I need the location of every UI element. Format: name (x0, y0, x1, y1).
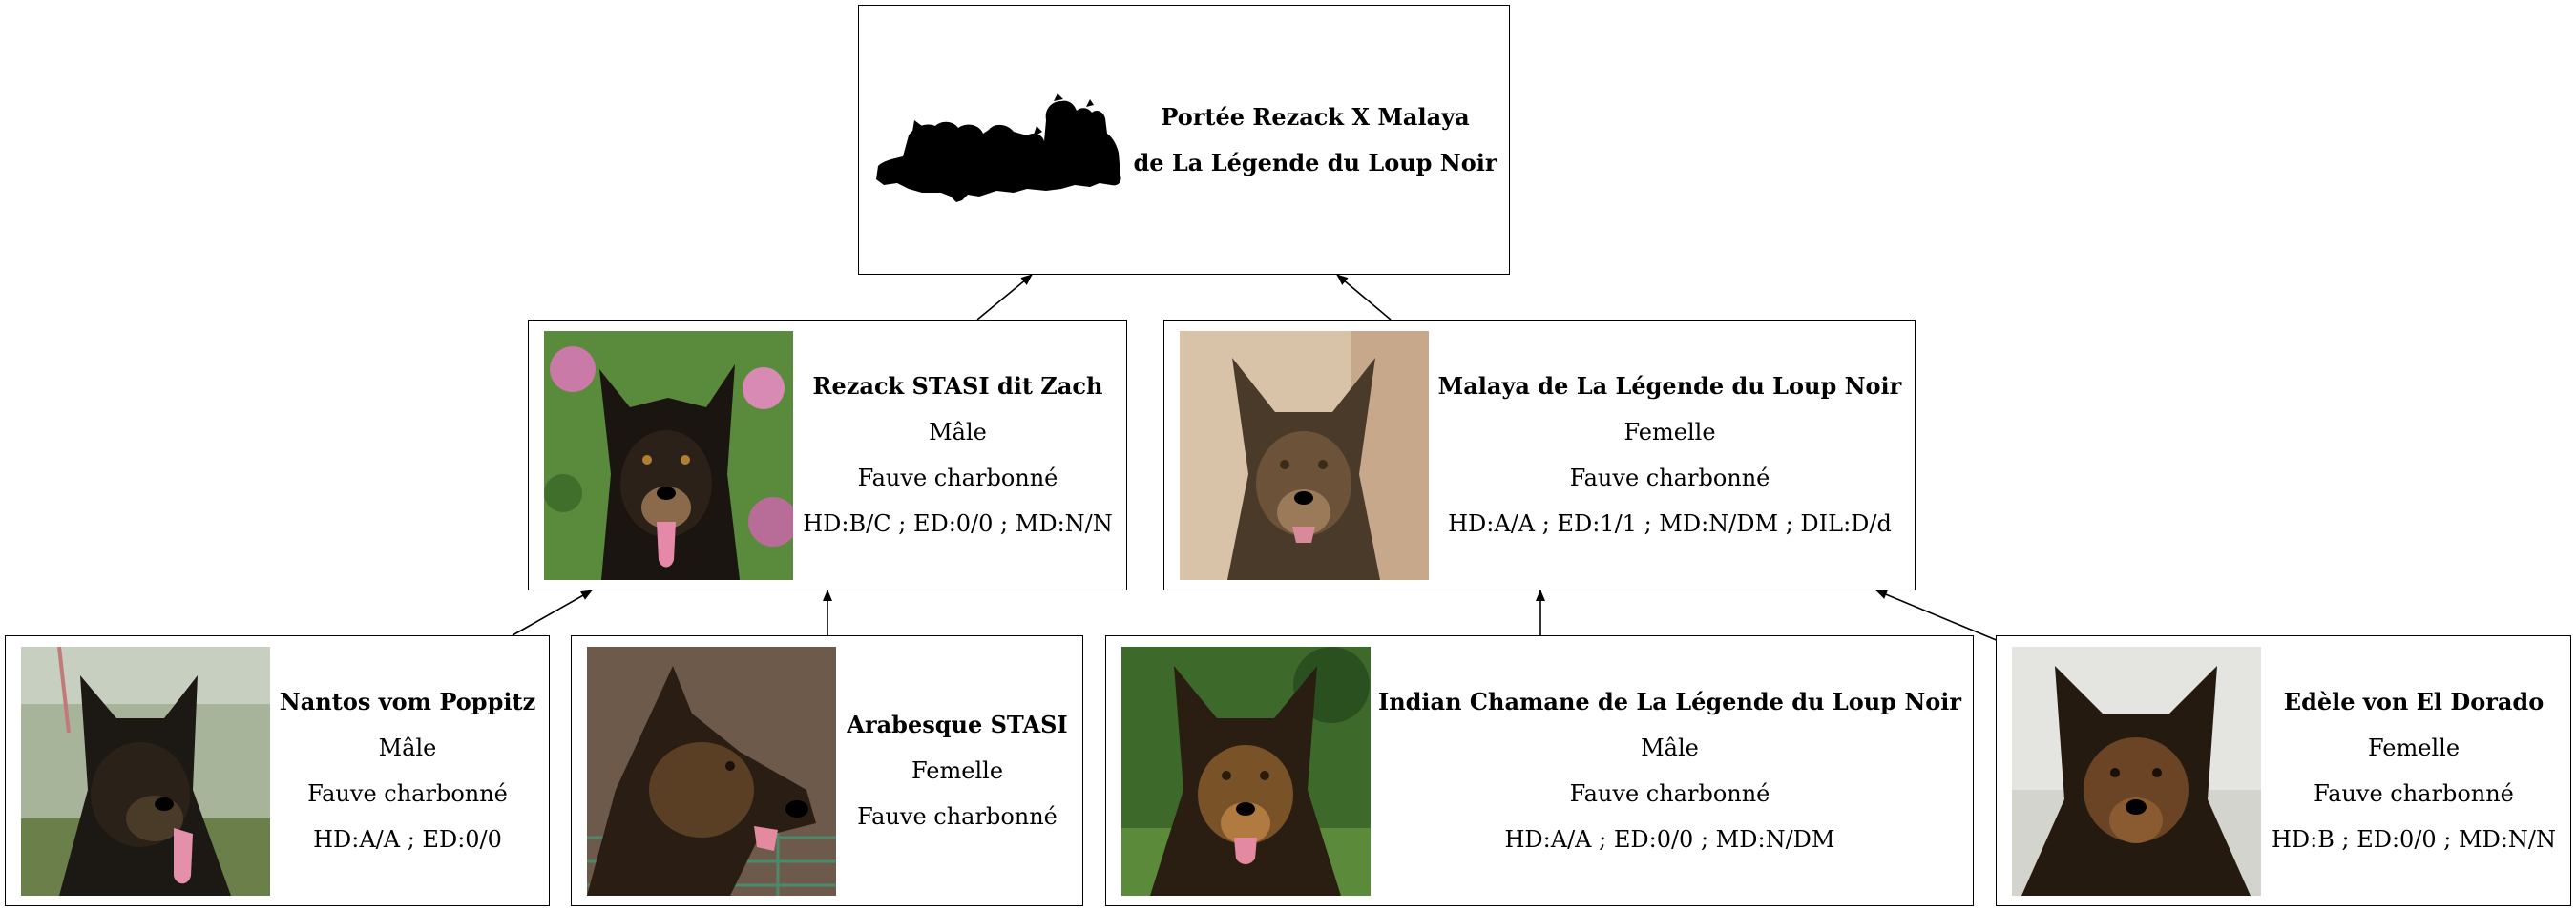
maternal-grandfather-photo (1121, 647, 1371, 896)
maternal-grandfather-color: Fauve charbonné (1569, 780, 1770, 807)
paternal-grandmother-node (571, 635, 1083, 906)
maternal-grandmother-info (2263, 636, 2565, 905)
father-color: Fauve charbonné (857, 465, 1058, 491)
maternal-grandfather-node (1105, 635, 1974, 906)
paternal-grandmother-photo (587, 647, 836, 896)
father-photo (544, 331, 793, 580)
maternal-grandmother-color: Fauve charbonné (2314, 780, 2514, 807)
dog-litter-silhouette-icon (874, 93, 1124, 206)
father-info (795, 321, 1120, 590)
mother-photo (1180, 331, 1429, 580)
paternal-grandmother-sex: Femelle (911, 757, 1004, 784)
mother-color: Fauve charbonné (1569, 465, 1770, 491)
paternal-grandmother-name: Arabesque STASI (847, 711, 1068, 738)
father-name: Rezack STASI dit Zach (812, 372, 1103, 400)
german-shepherd-on-leash-photo-icon (21, 647, 270, 896)
paternal-grandfather-photo (21, 647, 270, 896)
sable-german-shepherd-photo-icon (1180, 331, 1429, 580)
paternal-grandfather-sex: Mâle (378, 735, 437, 761)
father-health: HD:B/C ; ED:0/0 ; MD:N/N (803, 510, 1113, 537)
father-sex: Mâle (929, 419, 987, 445)
black-german-shepherd-photo-icon (544, 331, 793, 580)
paternal-grandmother-color: Fauve charbonné (857, 803, 1058, 830)
maternal-grandfather-health: HD:A/A ; ED:0/0 ; MD:N/DM (1504, 826, 1835, 853)
litter-title-line1: Portée Rezack X Malaya (1161, 102, 1470, 131)
maternal-grandfather-name: Indian Chamane de La Légende du Loup Noir (1377, 688, 1962, 715)
paternal-grandfather-node (5, 635, 550, 906)
paternal-grandmother-info (838, 636, 1077, 905)
litter-title (1131, 6, 1499, 274)
maternal-grandfather-sex: Mâle (1641, 735, 1699, 761)
maternal-grandmother-node (1996, 635, 2571, 906)
german-shepherd-in-grass-photo-icon (1121, 647, 1371, 896)
paternal-grandfather-name: Nantos vom Poppitz (279, 688, 536, 715)
paternal-grandfather-health: HD:A/A ; ED:0/0 (313, 826, 502, 853)
mother-node (1163, 320, 1916, 590)
father-node (528, 320, 1127, 590)
litter-node (858, 5, 1510, 275)
maternal-grandmother-photo (2012, 647, 2261, 896)
maternal-grandfather-info (1372, 636, 1967, 905)
arrow-father-to-litter (977, 275, 1032, 320)
maternal-grandmother-name: Edèle von El Dorado (2283, 688, 2545, 715)
mother-sex: Femelle (1623, 419, 1716, 445)
arrow-edele-to-mother (1876, 590, 1999, 641)
german-shepherd-portrait-photo-icon (2012, 647, 2261, 896)
mother-info (1431, 321, 1909, 590)
paternal-grandfather-color: Fauve charbonné (307, 780, 508, 807)
german-shepherd-profile-photo-icon (587, 647, 836, 896)
maternal-grandmother-health: HD:B ; ED:0/0 ; MD:N/N (2271, 826, 2557, 853)
mother-name: Malaya de La Légende du Loup Noir (1437, 372, 1902, 400)
litter-title-line2: de La Légende du Loup Noir (1133, 148, 1497, 176)
arrow-mother-to-litter (1337, 275, 1391, 320)
mother-health: HD:A/A ; ED:1/1 ; MD:N/DM ; DIL:D/d (1448, 510, 1892, 537)
arrow-nantos-to-father (513, 590, 592, 635)
paternal-grandfather-info (272, 636, 543, 905)
maternal-grandmother-sex: Femelle (2367, 735, 2461, 761)
